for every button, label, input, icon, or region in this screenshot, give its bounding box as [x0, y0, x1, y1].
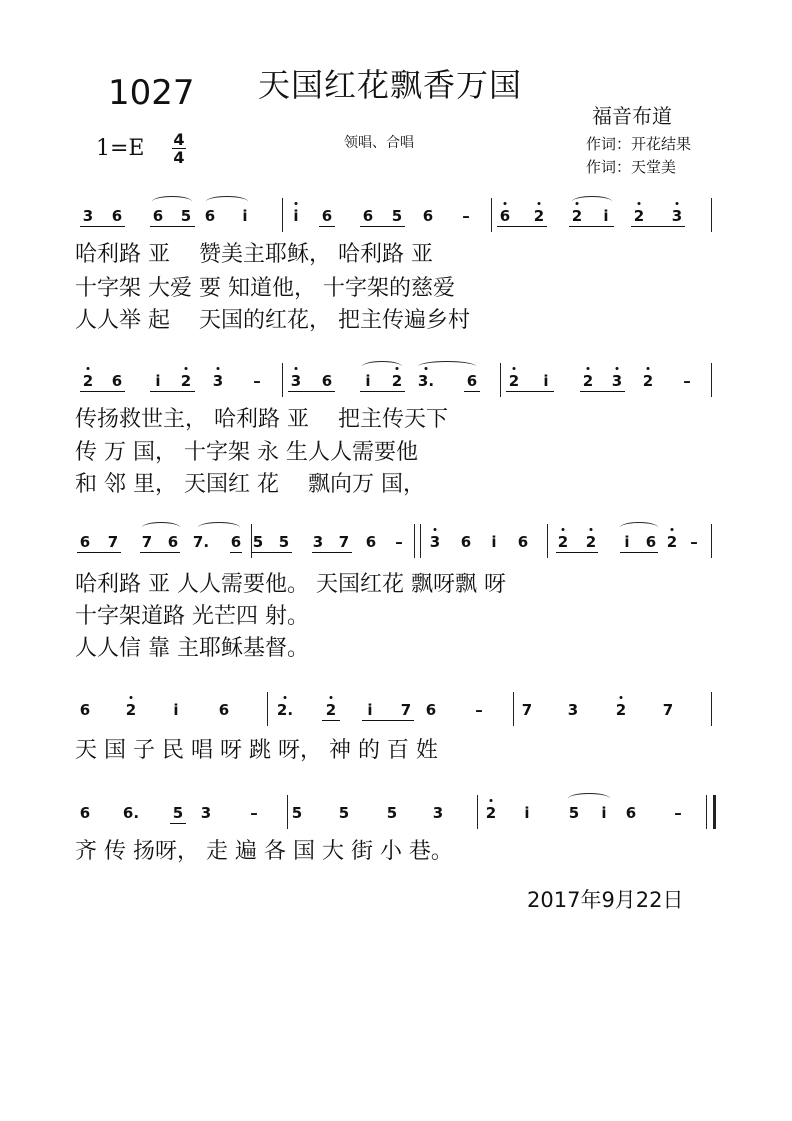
- note: i: [601, 804, 607, 822]
- octave-dot: [130, 696, 133, 699]
- note: 2: [582, 372, 594, 390]
- underline: [322, 720, 340, 721]
- note: 5: [278, 533, 290, 551]
- note: i: [367, 701, 373, 719]
- octave-dot: [638, 202, 641, 205]
- bar-line: [500, 363, 501, 397]
- octave-dot: [295, 367, 298, 370]
- lyric-verse-1: 哈利路 亚 人人需要他。 天国红花 飘呀飘 呀: [75, 572, 506, 597]
- time-signature-top: 4: [173, 130, 185, 149]
- note: 7: [338, 533, 350, 551]
- bar-line: [491, 198, 492, 232]
- note: i: [543, 372, 549, 390]
- note: 7: [662, 701, 674, 719]
- underline: [464, 391, 480, 392]
- performer-note: 领唱、合唱: [344, 135, 414, 151]
- underline: [252, 552, 292, 553]
- notation-row-4: [0, 684, 792, 724]
- lyric-verse-1: 传扬救世主， 哈利路 亚 把主传天下: [75, 407, 448, 432]
- note: i: [155, 372, 161, 390]
- composer-credit: 作词：天堂美: [586, 158, 677, 176]
- note: 3.: [417, 372, 435, 390]
- hold-dash: –: [253, 372, 261, 390]
- note: 3: [312, 533, 324, 551]
- lyric-verse-2: 传 万 国， 十字架 永 生人人需要他: [75, 440, 418, 465]
- note: 6: [460, 533, 472, 551]
- note: i: [491, 533, 497, 551]
- note: 5: [386, 804, 398, 822]
- octave-dot: [396, 367, 399, 370]
- lyric-verse-3: 人人举 起 天国的红花， 把主传遍乡村: [75, 308, 470, 333]
- note: 6: [79, 701, 91, 719]
- note: 5: [338, 804, 350, 822]
- underline: [170, 823, 186, 824]
- note: 6.: [122, 804, 140, 822]
- octave-dot: [647, 367, 650, 370]
- octave-dot: [284, 696, 287, 699]
- note: i: [365, 372, 371, 390]
- underline: [319, 226, 335, 227]
- underline: [140, 552, 180, 553]
- note: 2: [125, 701, 137, 719]
- note: 3: [671, 207, 683, 225]
- slur: [620, 522, 658, 533]
- bar-line: [711, 198, 712, 232]
- note: 2: [325, 701, 337, 719]
- note: 7: [107, 533, 119, 551]
- octave-dot: [538, 202, 541, 205]
- note: 2: [585, 533, 597, 551]
- note: 6: [466, 372, 478, 390]
- note: 5: [568, 804, 580, 822]
- double-bar-line: [414, 524, 421, 558]
- octave-dot: [671, 528, 674, 531]
- note: 6: [645, 533, 657, 551]
- notation-row-3: [0, 516, 792, 556]
- slur: [206, 196, 248, 207]
- octave-dot: [620, 696, 623, 699]
- bar-line: [711, 692, 712, 726]
- octave-dot: [576, 202, 579, 205]
- note: 6: [422, 207, 434, 225]
- underline: [360, 226, 405, 227]
- note: 2: [666, 533, 678, 551]
- notation-row-5: [0, 787, 792, 827]
- note: 6: [362, 207, 374, 225]
- octave-dot: [87, 367, 90, 370]
- lyric-verse-2: 十字架 大爱 要 知道他， 十字架的慈爱: [75, 276, 455, 301]
- hold-dash: –: [462, 207, 470, 225]
- note: i: [293, 207, 299, 225]
- lyric-verse-3: 和 邻 里， 天国红 花 飘向万 国，: [75, 472, 425, 497]
- hold-dash: –: [674, 804, 682, 822]
- underline: [288, 391, 335, 392]
- hold-dash: –: [690, 533, 698, 551]
- octave-dot: [504, 202, 507, 205]
- octave-dot: [425, 367, 428, 370]
- song-category: 福音布道: [592, 104, 672, 128]
- underline: [556, 552, 598, 553]
- underline: [569, 226, 614, 227]
- underline: [620, 552, 658, 553]
- hold-dash: –: [475, 701, 483, 719]
- lyric-verse-1: 哈利路 亚 赞美主耶稣， 哈利路 亚: [75, 242, 433, 267]
- time-signature: [168, 131, 190, 166]
- octave-dot: [513, 367, 516, 370]
- octave-dot: [490, 799, 493, 802]
- bar-line: [267, 692, 268, 726]
- underline: [506, 391, 554, 392]
- bar-line: [513, 692, 514, 726]
- hold-dash: –: [395, 533, 403, 551]
- note: 5: [252, 533, 264, 551]
- note: 2: [82, 372, 94, 390]
- note: i: [173, 701, 179, 719]
- octave-dot: [434, 528, 437, 531]
- note: 2: [557, 533, 569, 551]
- octave-dot: [587, 367, 590, 370]
- notation-row-1: [0, 190, 792, 230]
- slur: [198, 522, 240, 533]
- note: 6: [321, 372, 333, 390]
- underline: [360, 391, 405, 392]
- underline: [150, 391, 195, 392]
- octave-dot: [616, 367, 619, 370]
- octave-dot: [590, 528, 593, 531]
- underline: [580, 391, 625, 392]
- bar-line: [282, 363, 283, 397]
- note: 6: [625, 804, 637, 822]
- note: i: [524, 804, 530, 822]
- underline: [77, 552, 121, 553]
- note: 6: [365, 533, 377, 551]
- note: 2: [615, 701, 627, 719]
- underline: [80, 226, 125, 227]
- note: i: [624, 533, 630, 551]
- underline: [150, 226, 195, 227]
- note: 7: [141, 533, 153, 551]
- note: 3: [290, 372, 302, 390]
- underline: [362, 720, 414, 721]
- note: 2: [391, 372, 403, 390]
- note: 2: [642, 372, 654, 390]
- octave-dot: [562, 528, 565, 531]
- note: 6: [499, 207, 511, 225]
- underline: [80, 391, 125, 392]
- lyric-verse-2: 十字架道路 光芒四 射。: [75, 604, 309, 629]
- octave-dot: [676, 202, 679, 205]
- note: 5: [391, 207, 403, 225]
- note: 6: [204, 207, 216, 225]
- note: 7: [400, 701, 412, 719]
- hold-dash: –: [250, 804, 258, 822]
- underline: [230, 552, 242, 553]
- slur: [142, 522, 180, 533]
- lyric-verse-3: 人人信 靠 主耶稣基督。: [75, 636, 309, 661]
- underline: [312, 552, 352, 553]
- lyricist-credit: 作词：开花结果: [586, 135, 692, 153]
- note: 5: [291, 804, 303, 822]
- final-bar-line: [706, 795, 716, 829]
- bar-line: [477, 795, 478, 829]
- key-signature: 1=E: [96, 136, 145, 161]
- note: 3: [429, 533, 441, 551]
- bar-line: [547, 524, 548, 558]
- note: 5: [180, 207, 192, 225]
- note: 6: [111, 372, 123, 390]
- octave-dot: [185, 367, 188, 370]
- underline: [497, 226, 547, 227]
- note: i: [242, 207, 248, 225]
- composition-date: 2017年9月22日: [527, 888, 684, 912]
- song-title: 天国红花飘香万国: [258, 66, 523, 104]
- note: 7: [521, 701, 533, 719]
- octave-dot: [330, 696, 333, 699]
- note: 6: [167, 533, 179, 551]
- note: 6: [218, 701, 230, 719]
- note: 7.: [192, 533, 210, 551]
- bar-line: [282, 198, 283, 232]
- bar-line: [287, 795, 288, 829]
- note: 2: [633, 207, 645, 225]
- note: 3: [611, 372, 623, 390]
- note: 3: [200, 804, 212, 822]
- note: 3: [432, 804, 444, 822]
- lyric-verse-1: 天 国 子 民 唱 呀 跳 呀， 神 的 百 姓: [75, 738, 438, 763]
- note: 2: [508, 372, 520, 390]
- underline: [631, 226, 685, 227]
- notation-row-2: [0, 355, 792, 395]
- note: 3: [212, 372, 224, 390]
- note: 3: [82, 207, 94, 225]
- bar-line: [711, 363, 712, 397]
- octave-dot: [295, 202, 298, 205]
- note: i: [603, 207, 609, 225]
- song-number: 1027: [108, 73, 195, 113]
- time-signature-bottom: 4: [173, 148, 185, 167]
- note: 6: [230, 533, 242, 551]
- hold-dash: –: [683, 372, 691, 390]
- slur: [152, 196, 192, 207]
- note: 6: [79, 533, 91, 551]
- note: 3: [567, 701, 579, 719]
- note: 2: [485, 804, 497, 822]
- note: 2: [533, 207, 545, 225]
- note: 2.: [276, 701, 294, 719]
- octave-dot: [217, 367, 220, 370]
- note: 6: [152, 207, 164, 225]
- note: 6: [321, 207, 333, 225]
- lyric-verse-1: 齐 传 扬呀， 走 遍 各 国 大 街 小 巷。: [75, 839, 453, 864]
- note: 6: [425, 701, 437, 719]
- slur: [568, 793, 610, 804]
- note: 6: [79, 804, 91, 822]
- note: 6: [517, 533, 529, 551]
- bar-line: [711, 524, 712, 558]
- note: 6: [111, 207, 123, 225]
- note: 5: [172, 804, 184, 822]
- note: 2: [180, 372, 192, 390]
- note: 2: [571, 207, 583, 225]
